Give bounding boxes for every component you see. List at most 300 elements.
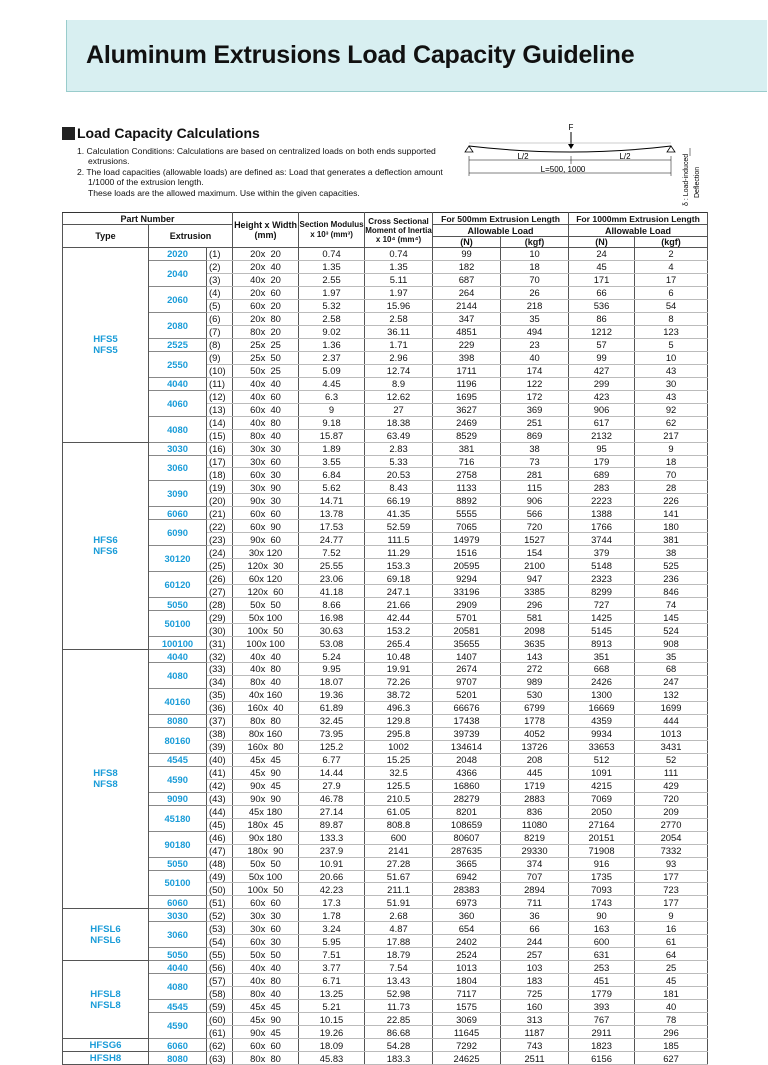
table-row (63, 1039, 708, 1052)
table-row (63, 637, 708, 650)
table-row (63, 961, 708, 974)
section-modulus-cell: 5.95 (299, 935, 365, 948)
n-500-cell: 9294 (433, 572, 501, 585)
n-1000-cell: 2426 (569, 675, 635, 688)
index-cell: (49) (207, 870, 233, 883)
kgf-500-cell: 313 (501, 1013, 569, 1026)
index-cell: (33) (207, 663, 233, 676)
kgf-500-cell: 73 (501, 455, 569, 468)
inertia-cell: 18.38 (365, 416, 433, 429)
table-row (63, 870, 708, 883)
kgf-500-cell: 8219 (501, 831, 569, 844)
n-1000-cell: 2223 (569, 494, 635, 507)
hxw-cell: 50x 25 (233, 364, 299, 377)
kgf-500-cell: 2883 (501, 792, 569, 805)
hxw-cell: 90x 30 (233, 494, 299, 507)
kgf-500-cell: 1778 (501, 714, 569, 727)
kgf-500-cell: 1527 (501, 533, 569, 546)
index-cell: (23) (207, 533, 233, 546)
kgf-1000-cell: 25 (635, 961, 708, 974)
table-row (63, 974, 708, 987)
index-cell: (25) (207, 559, 233, 572)
n-500-cell: 687 (433, 273, 501, 286)
kgf-500-cell: 869 (501, 429, 569, 442)
extrusion-cell: 4080 (149, 416, 207, 442)
title-banner (66, 20, 767, 92)
n-1000-cell: 3744 (569, 533, 635, 546)
section-modulus-cell: 6.71 (299, 974, 365, 987)
right-support-icon (667, 146, 675, 152)
kgf-500-cell: 115 (501, 481, 569, 494)
hxw-cell: 60x 40 (233, 403, 299, 416)
n-1000-cell: 163 (569, 922, 635, 935)
index-cell: (3) (207, 273, 233, 286)
extrusion-cell: 2550 (149, 351, 207, 377)
section-modulus-cell: 5.32 (299, 299, 365, 312)
table-row (63, 312, 708, 325)
extrusion-cell: 4080 (149, 663, 207, 689)
index-cell: (60) (207, 1013, 233, 1026)
n-1000-cell: 7069 (569, 792, 635, 805)
type-cell: HFSH8 (63, 1052, 149, 1065)
kgf-500-cell: 2100 (501, 559, 569, 572)
table-row (63, 753, 708, 766)
kgf-1000-cell: 70 (635, 468, 708, 481)
section-modulus-cell: 2.58 (299, 312, 365, 325)
table-row (63, 688, 708, 701)
index-cell: (42) (207, 779, 233, 792)
n-500-cell: 1133 (433, 481, 501, 494)
kgf-500-cell: 494 (501, 325, 569, 338)
hxw-cell: 40x 80 (233, 974, 299, 987)
table-row (63, 948, 708, 961)
half-right-label: L/2 (619, 152, 631, 161)
n-500-cell: 33196 (433, 585, 501, 598)
beam-load-diagram (455, 118, 715, 208)
kgf-1000-cell: 524 (635, 624, 708, 637)
hxw-cell: 45x 45 (233, 1000, 299, 1013)
section-modulus-cell: 1.89 (299, 442, 365, 455)
kgf-1000-cell: 93 (635, 857, 708, 870)
inertia-cell: 600 (365, 831, 433, 844)
extrusion-cell: 5050 (149, 948, 207, 961)
index-cell: (56) (207, 961, 233, 974)
table-row (63, 805, 708, 818)
kgf-1000-cell: 1699 (635, 701, 708, 714)
half-left-label: L/2 (517, 152, 529, 161)
inertia-cell: 51.91 (365, 896, 433, 909)
extrusion-cell: 4545 (149, 1000, 207, 1013)
hxw-cell: 50x 50 (233, 857, 299, 870)
n-1000-header: (N) (569, 237, 635, 248)
section-heading (62, 125, 260, 141)
index-cell: (26) (207, 572, 233, 585)
section-modulus-cell: 23.06 (299, 572, 365, 585)
kgf-1000-cell: 141 (635, 507, 708, 520)
n-1000-cell: 727 (569, 598, 635, 611)
index-cell: (28) (207, 598, 233, 611)
kgf-500-cell: 3385 (501, 585, 569, 598)
hxw-cell: 20x 60 (233, 286, 299, 299)
kgf-1000-cell: 8 (635, 312, 708, 325)
inertia-cell: 153.3 (365, 559, 433, 572)
section-modulus-cell: 9.18 (299, 416, 365, 429)
n-1000-cell: 2050 (569, 805, 635, 818)
inertia-cell: 72.26 (365, 675, 433, 688)
extrusion-cell: 3090 (149, 481, 207, 507)
load-capacity-table (62, 212, 707, 1065)
extrusion-cell: 6060 (149, 507, 207, 520)
index-cell: (4) (207, 286, 233, 299)
n-1000-cell: 1743 (569, 896, 635, 909)
kgf-1000-header: (kgf) (635, 237, 708, 248)
extrusion-cell: 4080 (149, 974, 207, 1000)
hxw-cell: 100x 50 (233, 624, 299, 637)
extrusion-cell: 5050 (149, 857, 207, 870)
kgf-1000-cell: 43 (635, 364, 708, 377)
n-1000-cell: 4359 (569, 714, 635, 727)
n-500-cell: 182 (433, 260, 501, 273)
section-modulus-cell: 45.83 (299, 1052, 365, 1065)
index-cell: (43) (207, 792, 233, 805)
kgf-500-cell: 154 (501, 546, 569, 559)
section-modulus-cell: 61.89 (299, 701, 365, 714)
index-cell: (14) (207, 416, 233, 429)
extrusion-cell: 4590 (149, 1013, 207, 1039)
n-1000-cell: 99 (569, 351, 635, 364)
extrusion-cell: 5050 (149, 598, 207, 611)
n-500-cell: 287635 (433, 844, 501, 857)
table-row (63, 611, 708, 624)
force-arrow-head (568, 144, 574, 149)
index-cell: (12) (207, 390, 233, 403)
inertia-cell: 2.68 (365, 909, 433, 922)
n-1000-cell: 617 (569, 416, 635, 429)
n-1000-cell: 90 (569, 909, 635, 922)
hxw-cell: 180x 90 (233, 844, 299, 857)
section-modulus-cell: 19.26 (299, 1026, 365, 1039)
index-cell: (35) (207, 688, 233, 701)
index-cell: (22) (207, 520, 233, 533)
section-modulus-cell: 133.3 (299, 831, 365, 844)
n-500-cell: 99 (433, 248, 501, 261)
inertia-cell: 210.5 (365, 792, 433, 805)
kgf-1000-cell: 723 (635, 883, 708, 896)
table-row (63, 390, 708, 403)
hxw-cell: 50x 100 (233, 611, 299, 624)
table-row (63, 896, 708, 909)
extrusion-cell: 2020 (149, 248, 207, 261)
n-1000-cell: 1779 (569, 987, 635, 1000)
kgf-1000-cell: 908 (635, 637, 708, 650)
index-cell: (9) (207, 351, 233, 364)
kgf-500-cell: 836 (501, 805, 569, 818)
n-500-cell: 347 (433, 312, 501, 325)
extrusion-cell: 4590 (149, 766, 207, 792)
table-row (63, 351, 708, 364)
n-1000-cell: 4215 (569, 779, 635, 792)
kgf-1000-cell: 3431 (635, 740, 708, 753)
inertia-cell: 54.28 (365, 1039, 433, 1052)
n-500-cell: 2524 (433, 948, 501, 961)
n-1000-cell: 283 (569, 481, 635, 494)
kgf-1000-cell: 4 (635, 260, 708, 273)
hxw-cell: 40x 80 (233, 663, 299, 676)
n-500-cell: 2469 (433, 416, 501, 429)
table-row (63, 377, 708, 390)
inertia-cell: 153.2 (365, 624, 433, 637)
n-500-cell: 6942 (433, 870, 501, 883)
index-cell: (15) (207, 429, 233, 442)
n-1000-cell: 906 (569, 403, 635, 416)
n-500-cell: 264 (433, 286, 501, 299)
hxw-cell: 120x 30 (233, 559, 299, 572)
len1000-header: For 1000mm Extrusion Length (569, 213, 708, 225)
n-1000-cell: 767 (569, 1013, 635, 1026)
table-row (63, 442, 708, 455)
n-500-cell: 28279 (433, 792, 501, 805)
hxw-cell: 45x 45 (233, 753, 299, 766)
extrusion-cell: 2060 (149, 286, 207, 312)
table-row (63, 650, 708, 663)
kgf-1000-cell: 61 (635, 935, 708, 948)
index-cell: (17) (207, 455, 233, 468)
kgf-1000-cell: 10 (635, 351, 708, 364)
kgf-1000-cell: 5 (635, 338, 708, 351)
note-line-3: 2. The load capacities (allowable loads) are defined as: Load that generates a deflection amount (77, 166, 443, 177)
n-500-cell: 5555 (433, 507, 501, 520)
inertia-cell: 8.9 (365, 377, 433, 390)
extrusion-cell: 4040 (149, 650, 207, 663)
kgf-500-cell: 374 (501, 857, 569, 870)
n-1000-cell: 2911 (569, 1026, 635, 1039)
left-support-icon (465, 146, 473, 152)
n-1000-cell: 600 (569, 935, 635, 948)
inertia-cell: 5.11 (365, 273, 433, 286)
hxw-cell: 40x 40 (233, 377, 299, 390)
type-cell: HFS5 NFS5 (63, 248, 149, 443)
n-1000-cell: 6156 (569, 1052, 635, 1065)
hxw-cell: 60x 90 (233, 520, 299, 533)
inertia-cell: 18.79 (365, 948, 433, 961)
kgf-500-cell: 257 (501, 948, 569, 961)
kgf-500-cell: 29330 (501, 844, 569, 857)
hxw-cell: 60x 30 (233, 935, 299, 948)
kgf-500-cell: 281 (501, 468, 569, 481)
index-cell: (41) (207, 766, 233, 779)
n-500-cell: 360 (433, 909, 501, 922)
inertia-cell: 66.19 (365, 494, 433, 507)
kgf-1000-cell: 6 (635, 286, 708, 299)
n-500-cell: 2048 (433, 753, 501, 766)
n-1000-cell: 512 (569, 753, 635, 766)
length-label: L=500, 1000 (540, 165, 586, 174)
kgf-1000-cell: 9 (635, 909, 708, 922)
section-modulus-cell: 27.14 (299, 805, 365, 818)
hxw-cell: 160x 80 (233, 740, 299, 753)
table-row (63, 663, 708, 676)
hxw-cell: 80x 80 (233, 1052, 299, 1065)
hxw-cell: 60x 60 (233, 507, 299, 520)
hxw-cell: 40x 80 (233, 416, 299, 429)
kgf-1000-cell: 35 (635, 650, 708, 663)
section-modulus-cell: 2.37 (299, 351, 365, 364)
n-500-cell: 716 (433, 455, 501, 468)
extrusion-cell: 4545 (149, 753, 207, 766)
index-cell: (32) (207, 650, 233, 663)
section-modulus-cell: 17.3 (299, 896, 365, 909)
table-row (63, 338, 708, 351)
index-cell: (40) (207, 753, 233, 766)
n-500-cell: 7292 (433, 1039, 501, 1052)
index-cell: (16) (207, 442, 233, 455)
table-row (63, 792, 708, 805)
inertia-cell: 19.91 (365, 663, 433, 676)
kgf-500-cell: 38 (501, 442, 569, 455)
n-1000-cell: 8913 (569, 637, 635, 650)
section-modulus-cell: 3.24 (299, 922, 365, 935)
kgf-500-cell: 66 (501, 922, 569, 935)
index-cell: (45) (207, 818, 233, 831)
section-modulus-cell: 6.3 (299, 390, 365, 403)
inertia-cell: 61.05 (365, 805, 433, 818)
section-modulus-cell: 42.23 (299, 883, 365, 896)
kgf-500-cell: 103 (501, 961, 569, 974)
kgf-500-cell: 743 (501, 1039, 569, 1052)
inertia-cell: 42.44 (365, 611, 433, 624)
kgf-1000-cell: 185 (635, 1039, 708, 1052)
n-1000-cell: 1735 (569, 870, 635, 883)
n-1000-cell: 5148 (569, 559, 635, 572)
kgf-1000-cell: 78 (635, 1013, 708, 1026)
kgf-500-cell: 1719 (501, 779, 569, 792)
inertia-cell: 21.66 (365, 598, 433, 611)
extrusion-cell: 8080 (149, 714, 207, 727)
section-modulus-cell: 1.36 (299, 338, 365, 351)
n-500-cell: 654 (433, 922, 501, 935)
hxw-cell: 25x 50 (233, 351, 299, 364)
kgf-500-cell: 18 (501, 260, 569, 273)
kgf-500-cell: 218 (501, 299, 569, 312)
n-1000-cell: 1425 (569, 611, 635, 624)
extrusion-cell: 4040 (149, 377, 207, 390)
allowable-load-1000-header: Allowable Load (569, 225, 708, 237)
index-cell: (58) (207, 987, 233, 1000)
section-modulus-cell: 25.55 (299, 559, 365, 572)
n-500-cell: 1804 (433, 974, 501, 987)
kgf-1000-cell: 45 (635, 974, 708, 987)
hxw-cell: 80x 40 (233, 429, 299, 442)
inertia-cell: 15.25 (365, 753, 433, 766)
index-cell: (61) (207, 1026, 233, 1039)
inertia-cell: 247.1 (365, 585, 433, 598)
n-500-cell: 39739 (433, 727, 501, 740)
section-modulus-cell: 14.71 (299, 494, 365, 507)
kgf-500-cell: 1187 (501, 1026, 569, 1039)
kgf-1000-cell: 28 (635, 481, 708, 494)
kgf-1000-cell: 177 (635, 896, 708, 909)
index-cell: (27) (207, 585, 233, 598)
note-line-5: These loads are the allowed maximum. Use within the given capacities. (88, 187, 360, 198)
n-500-cell: 8201 (433, 805, 501, 818)
index-cell: (6) (207, 312, 233, 325)
kgf-500-cell: 947 (501, 572, 569, 585)
n-500-cell: 1407 (433, 650, 501, 663)
n-1000-cell: 86 (569, 312, 635, 325)
hxw-cell: 20x 80 (233, 312, 299, 325)
kgf-500-cell: 6799 (501, 701, 569, 714)
kgf-1000-cell: 247 (635, 675, 708, 688)
kgf-1000-cell: 43 (635, 390, 708, 403)
hxw-cell: 90x 90 (233, 792, 299, 805)
section-modulus-cell: 6.77 (299, 753, 365, 766)
section-modulus-cell: 27.9 (299, 779, 365, 792)
hxw-cell: 120x 60 (233, 585, 299, 598)
kgf-1000-cell: 217 (635, 429, 708, 442)
n-1000-cell: 1388 (569, 507, 635, 520)
hxw-cell: 45x 90 (233, 1013, 299, 1026)
n-1000-cell: 631 (569, 948, 635, 961)
inertia-cell: 265.4 (365, 637, 433, 650)
n-1000-cell: 351 (569, 650, 635, 663)
section-modulus-cell: 41.18 (299, 585, 365, 598)
section-modulus-cell: 1.97 (299, 286, 365, 299)
n-500-cell: 2758 (433, 468, 501, 481)
kgf-500-cell: 11080 (501, 818, 569, 831)
kgf-1000-cell: 7332 (635, 844, 708, 857)
kgf-500-cell: 174 (501, 364, 569, 377)
kgf-500-cell: 183 (501, 974, 569, 987)
n-1000-cell: 2132 (569, 429, 635, 442)
inertia-cell: 295.8 (365, 727, 433, 740)
kgf-500-cell: 272 (501, 663, 569, 676)
n-500-cell: 17438 (433, 714, 501, 727)
n-500-cell: 229 (433, 338, 501, 351)
index-cell: (24) (207, 546, 233, 559)
hxw-cell: 100x 100 (233, 637, 299, 650)
n-1000-cell: 95 (569, 442, 635, 455)
inertia-cell: 211.1 (365, 883, 433, 896)
kgf-1000-cell: 2770 (635, 818, 708, 831)
n-1000-cell: 16669 (569, 701, 635, 714)
kgf-500-cell: 581 (501, 611, 569, 624)
section-modulus-cell: 32.45 (299, 714, 365, 727)
allowable-load-500-header: Allowable Load (433, 225, 569, 237)
section-modulus-cell: 9.95 (299, 663, 365, 676)
hxw-cell: 60x 60 (233, 1039, 299, 1052)
kgf-1000-cell: 381 (635, 533, 708, 546)
index-cell: (36) (207, 701, 233, 714)
index-cell: (57) (207, 974, 233, 987)
hxw-header: Height x Width (mm) (233, 213, 299, 248)
inertia-cell: 11.29 (365, 546, 433, 559)
section-modulus-cell: 7.51 (299, 948, 365, 961)
inertia-cell: 125.5 (365, 779, 433, 792)
inertia-cell: 15.96 (365, 299, 433, 312)
hxw-cell: 90x 45 (233, 779, 299, 792)
n-1000-cell: 2323 (569, 572, 635, 585)
inertia-cell: 12.74 (365, 364, 433, 377)
section-modulus-cell: 10.91 (299, 857, 365, 870)
kgf-1000-cell: 92 (635, 403, 708, 416)
index-cell: (31) (207, 637, 233, 650)
n-1000-cell: 536 (569, 299, 635, 312)
kgf-500-cell: 10 (501, 248, 569, 261)
inertia-cell: 1.97 (365, 286, 433, 299)
inertia-cell: 11.73 (365, 1000, 433, 1013)
section-modulus-cell: 4.45 (299, 377, 365, 390)
kgf-500-cell: 906 (501, 494, 569, 507)
